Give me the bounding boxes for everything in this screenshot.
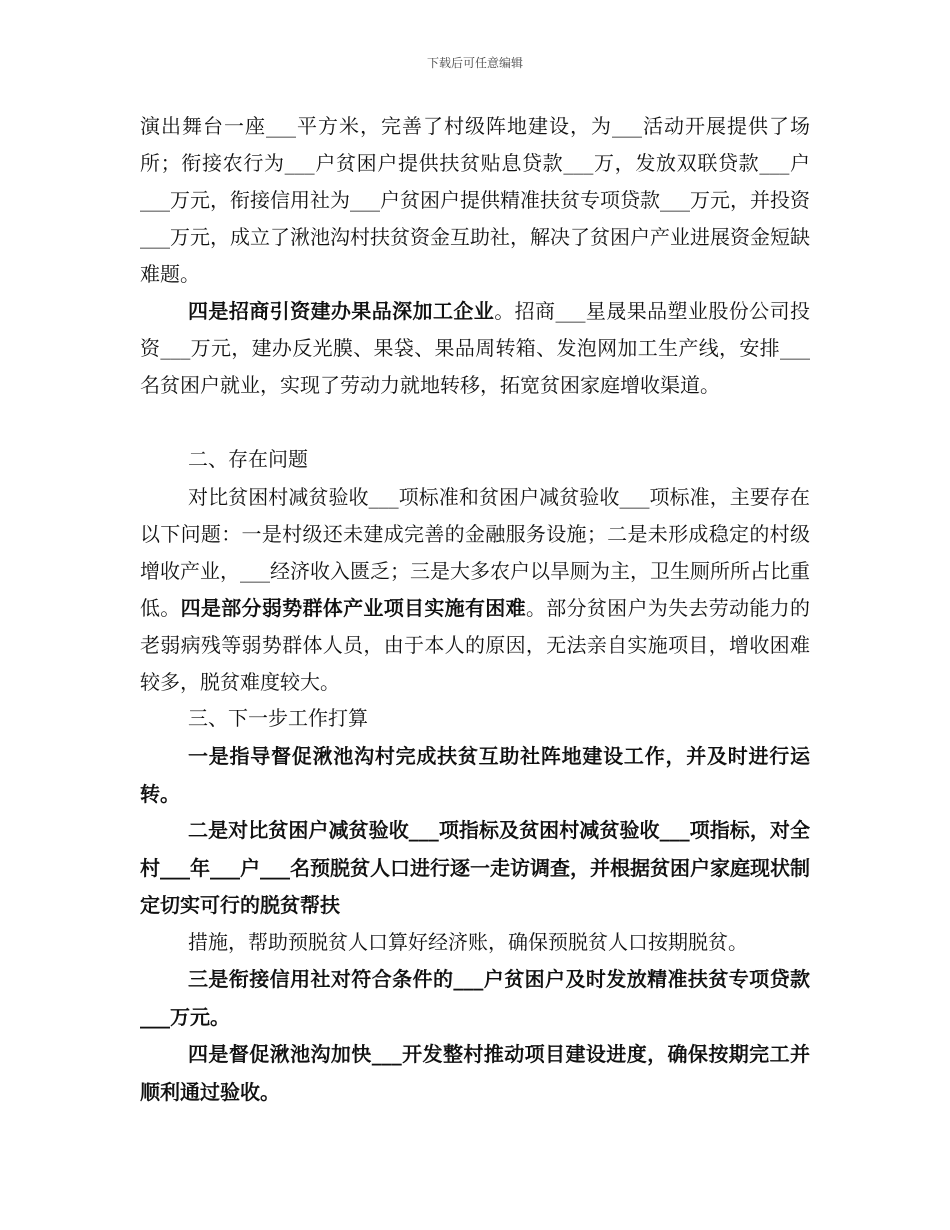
plan-item-4 — [140, 1036, 810, 1111]
section-heading-problems — [140, 441, 810, 478]
plan-item-1 — [140, 738, 810, 813]
plan-item-3 — [140, 961, 810, 1036]
paragraph-investment — [140, 293, 810, 404]
paragraph-text: 一是指导督促湫池沟村完成扶贫互助社阵地建设工作，并及时进行运转。 — [140, 744, 810, 806]
section-heading: 二、存在问题 — [188, 447, 308, 471]
paragraph-funding — [140, 108, 810, 293]
paragraph-text: 对比贫困村减贫验收___项标准和贫困户减贫验收___项标准，主要存在以下问题：一是村级还未建成完善的金融服务设施；二是未形成稳定的村级增收产业，___经济收入匮乏；三是大多农户以旱厕为主，卫生厕所所占比重低。 — [140, 485, 810, 620]
paragraph-text: 四是督促湫池沟加快___开发整村推动项目建设进度，确保按期完工并顺利通过验收。 — [140, 1042, 810, 1104]
paragraph-problems — [140, 479, 810, 701]
plan-item-2-continued — [140, 924, 810, 961]
paragraph-text: 措施，帮助预脱贫人口算好经济账，确保预脱贫人口按期脱贫。 — [188, 930, 748, 954]
section-heading-plan — [140, 700, 810, 737]
paragraph-lead: 四是招商引资建办果品深加工企业 — [188, 299, 495, 323]
plan-item-2 — [140, 812, 810, 925]
paragraph-text: 演出舞台一座___平方米，完善了村级阵地建设，为___活动开展提供了场所；衔接农行为___户贫困户提供扶贫贴息贷款___万，发放双联贷款___户___万元，衔接信用社为___户贫困户提供精准扶贫专项贷款___万元，并投资___万元，成立了湫池沟村扶贫资金互助社，解决了贫困户产业进展资金短缺难题。 — [140, 114, 810, 286]
paragraph-text: 三是衔接信用社对符合条件的___户贫困户及时发放精准扶贫专项贷款___万元。 — [140, 967, 810, 1029]
section-heading: 三、下一步工作打算 — [188, 706, 368, 730]
paragraph-text: 。部分贫困户为失去劳动能力的老弱病残等弱势群体人员，由于本人的原因，无法亲自实施项目，增收困难较多，脱贫难度较大。 — [140, 596, 810, 694]
paragraph-text: 二是对比贫困户减贫验收___项指标及贫困村减贫验收___项指标，对全村___年___户___名预脱贫人口进行逐一走访调查，并根据贫困户家庭现状制定切实可行的脱贫帮扶 — [140, 818, 810, 917]
page-header: 下载后可任意编辑 — [426, 56, 523, 70]
paragraph-text: 。招商___星晟果品塑业股份公司投资___万元，建办反光膜、果袋、果品周转箱、发泡网加工生产线，安排___名贫困户就业，实现了劳动力就地转移，拓宽贫困家庭增收渠道。 — [140, 299, 811, 397]
paragraph-lead: 四是部分弱势群体产业项目实施有困难 — [180, 596, 526, 620]
